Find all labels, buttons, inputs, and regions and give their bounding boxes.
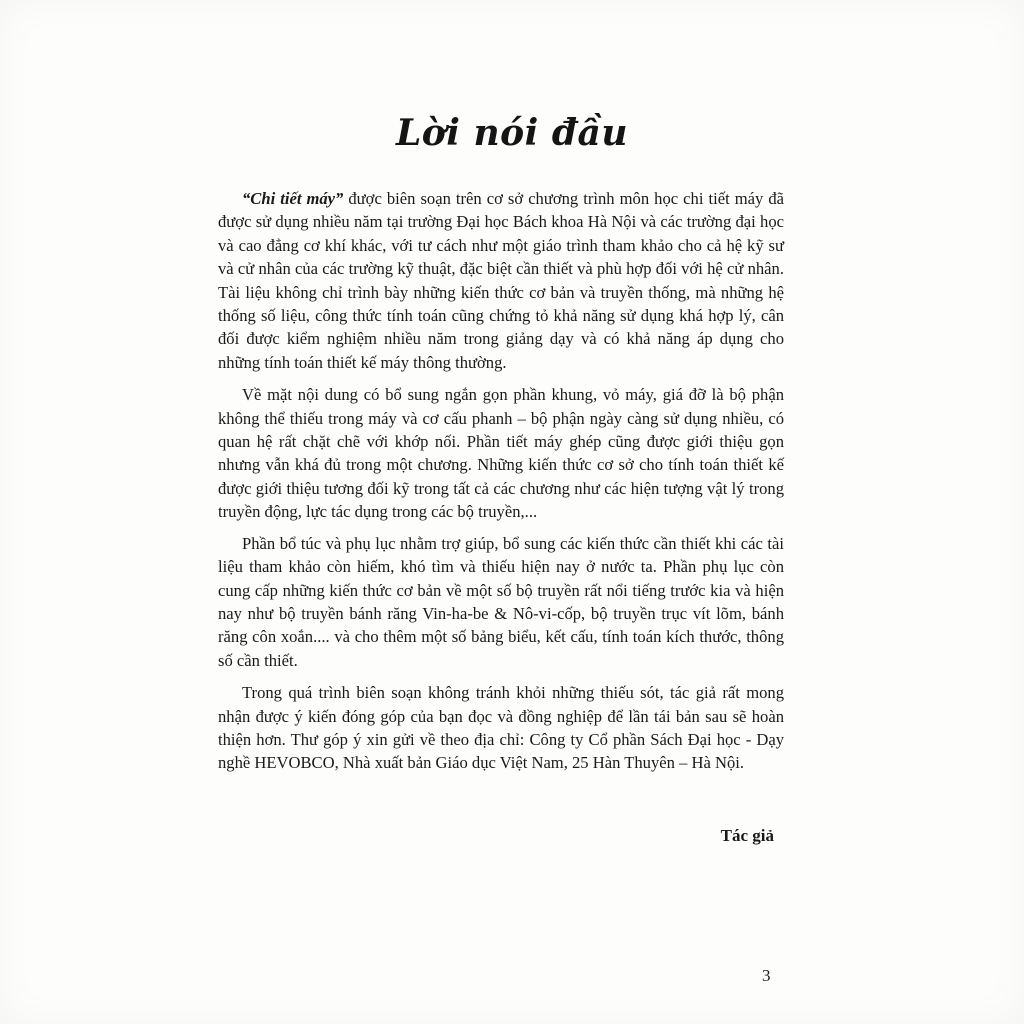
paragraph-3: Phần bổ túc và phụ lục nhằm trợ giúp, bổ sung các kiến thức cần thiết khi các tài liệu tham khảo còn hiếm, khó tìm và thiếu hiện nay ở nước ta. Phần phụ lục còn cung cấp những kiến thức cơ bản về một số bộ truyền rất nổi tiếng trước kia và hiện nay như bộ truyền bánh răng Vin-ha-be & Nô-vi-cốp, bộ truyền trục vít lõm, bánh răng côn xoắn.... và cho thêm một số bảng biểu, kết cấu, tính toán kích thước, thông số cần thiết. bbox=[218, 533, 784, 670]
paragraph-1 bbox=[218, 187, 784, 374]
paragraph-4: Trong quá trình biên soạn không tránh khỏi những thiếu sót, tác giả rất mong nhận được ý kiến đóng góp của bạn đọc và đồng nghiệp để lần tái bản sau sẽ hoàn thiện hơn. Thư góp ý xin gửi về theo địa chỉ: Công ty Cổ phần Sách Đại học - Dạy nghề HEVOBCO, Nhà xuất bản Giáo dục Việt Nam, 25 Hàn Thuyên – Hà Nội. bbox=[218, 683, 784, 773]
paragraph-1-text: được biên soạn trên cơ sở chương trình môn học chi tiết máy đã được sử dụng nhiều năm tại trường Đại học Bách khoa Hà Nội và các trường đại học và cao đẳng cơ khí khác, với tư cách như một giáo trình tham khảo cho cả hệ kỹ sư và cử nhân của các trường kỹ thuật, đặc biệt cần thiết và phù hợp đối với hệ cử nhân. Tài liệu không chỉ trình bày những kiến thức cơ bản và truyền thống, mà những hệ thống số liệu, công thức tính toán cũng chứng tỏ khả năng sử dụng khá hợp lý, cân đối được kiểm nghiệm nhiều năm trong giảng dạy và có khả năng áp dụng cho những tính toán thiết kế máy thông thường. bbox=[218, 189, 784, 372]
author-signature: Tác giả bbox=[720, 826, 774, 845]
page-title: Lời nói đầu bbox=[395, 112, 629, 154]
book-title-italic: “Chi tiết máy” bbox=[242, 189, 344, 208]
paragraph-2: Về mặt nội dung có bổ sung ngắn gọn phần khung, vỏ máy, giá đỡ là bộ phận không thể thiếu trong máy và cơ cấu phanh – bộ phận ngày càng sử dụng nhiều, có quan hệ rất chặt chẽ với khớp nối. Phần tiết máy ghép cũng được giới thiệu gọn nhưng vẫn khá đủ trong một chương. Những kiến thức cơ sở cho tính toán thiết kế được giới thiệu tương đối kỹ trong tất cả các chương như các hiện tượng vật lý trong truyền động, lực tác dụng trong các bộ truyền,... bbox=[218, 385, 784, 522]
page-number: 3 bbox=[762, 966, 771, 985]
preface-body bbox=[218, 187, 784, 784]
